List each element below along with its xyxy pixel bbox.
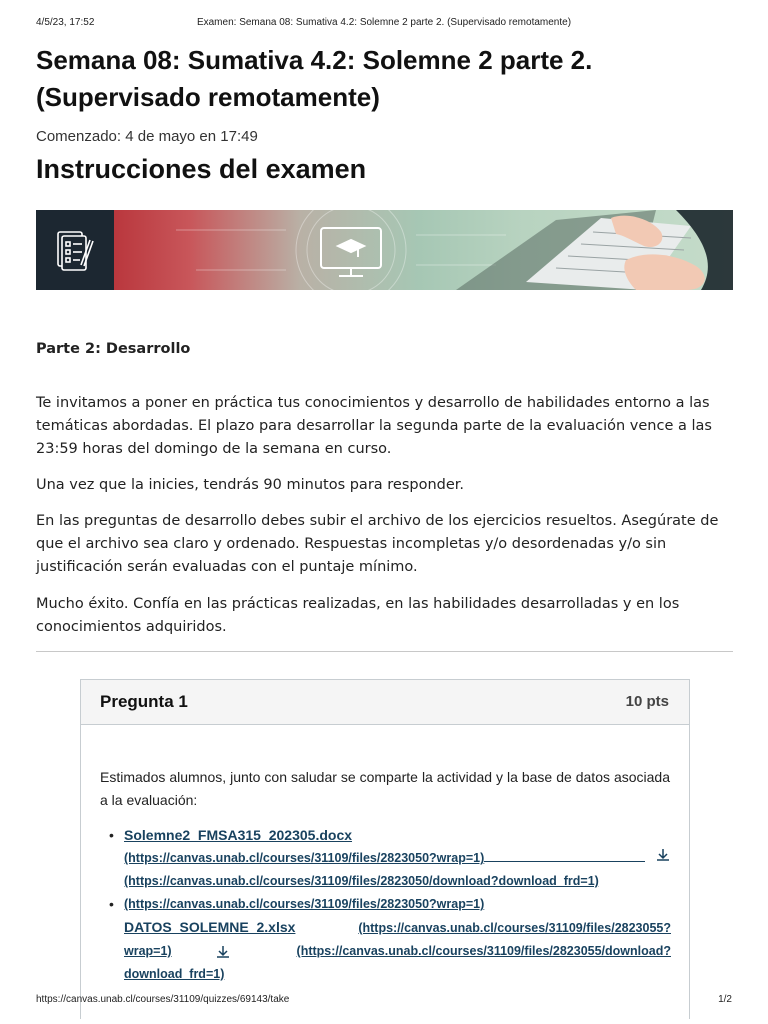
file-url-link-docx[interactable]: (https://canvas.unab.cl/courses/31109/files/2823050?wrap=1) xyxy=(124,851,485,865)
started-timestamp: Comenzado: 4 de mayo en 17:49 xyxy=(36,128,258,145)
file-url-link-docx-repeat[interactable]: (https://canvas.unab.cl/courses/31109/files/2823050?wrap=1) xyxy=(124,897,485,911)
question-points: 10 pts xyxy=(625,693,669,710)
download-link-docx[interactable]: (https://canvas.unab.cl/courses/31109/files/2823050/download?download_frd=1) xyxy=(124,874,599,888)
page-title: Semana 08: Sumativa 4.2: Solemne 2 parte 2. (Supervisado remotamente) xyxy=(36,45,593,112)
print-footer xyxy=(36,994,732,1008)
download-link-xlsx-cont[interactable]: download_frd=1) xyxy=(124,967,225,981)
link-underline xyxy=(484,861,645,862)
section-divider xyxy=(36,651,733,652)
instructions-paragraph-3: En las preguntas de desarrollo debes subir el archivo de los ejercicios resueltos. Asegúrate de que el archivo sea claro y ordenado. Respuestas incompletas y/o desordenadas y/o sin justificación serán evaluadas con el puntaje mínimo. xyxy=(36,513,719,575)
file-list xyxy=(100,824,671,986)
list-item xyxy=(100,893,671,986)
question-card xyxy=(80,679,690,1019)
question-text: Estimados alumnos, junto con saludar se comparte la actividad y la base de datos asociada a la evaluación: xyxy=(100,769,670,808)
exam-banner xyxy=(36,210,733,290)
file-url-link-xlsx-cont[interactable]: wrap=1) xyxy=(124,944,172,958)
print-header xyxy=(36,17,732,31)
download-icon[interactable] xyxy=(655,848,671,862)
instructions-paragraph-4: Mucho éxito. Confía en las prácticas realizadas, en las habilidades desarrolladas y en los conocimientos adquiridos. xyxy=(36,596,680,635)
download-icon[interactable] xyxy=(215,945,231,959)
print-page-title: Examen: Semana 08: Sumativa 4.2: Solemne 2 parte 2. (Supervisado remotamente) xyxy=(196,17,572,28)
instructions-paragraph-1: Te invitamos a poner en práctica tus conocimientos y desarrollo de habilidades entorno a las temáticas abordadas. El plazo para desarrollar la segunda parte de la evaluación vence a las 23:59 horas del domingo de la semana en curso. xyxy=(36,395,712,457)
print-datetime: 4/5/23, 17:52 xyxy=(36,17,95,28)
question-title: Pregunta 1 xyxy=(100,692,188,711)
instructions-part-heading: Parte 2: Desarrollo xyxy=(36,341,191,357)
bullet: • xyxy=(109,896,114,912)
file-url-link-xlsx[interactable]: (https://canvas.unab.cl/courses/31109/files/2823055? xyxy=(358,921,671,935)
file-link-docx[interactable]: Solemne2_FMSA315_202305.docx xyxy=(124,827,353,843)
list-item xyxy=(100,824,671,893)
file-link-xlsx[interactable]: DATOS_SOLEMNE_2.xlsx xyxy=(124,919,296,935)
print-page-number: 1/2 xyxy=(718,994,732,1005)
question-header xyxy=(81,680,689,725)
print-footer-url: https://canvas.unab.cl/courses/31109/quizzes/69143/take xyxy=(36,994,290,1005)
instructions-heading: Instrucciones del examen xyxy=(36,154,367,184)
banner-illustration xyxy=(36,210,733,290)
download-link-xlsx[interactable]: (https://canvas.unab.cl/courses/31109/files/2823055/download? xyxy=(296,944,671,958)
instructions-paragraph-2: Una vez que la inicies, tendrás 90 minutos para responder. xyxy=(36,477,465,493)
bullet: • xyxy=(109,827,114,843)
